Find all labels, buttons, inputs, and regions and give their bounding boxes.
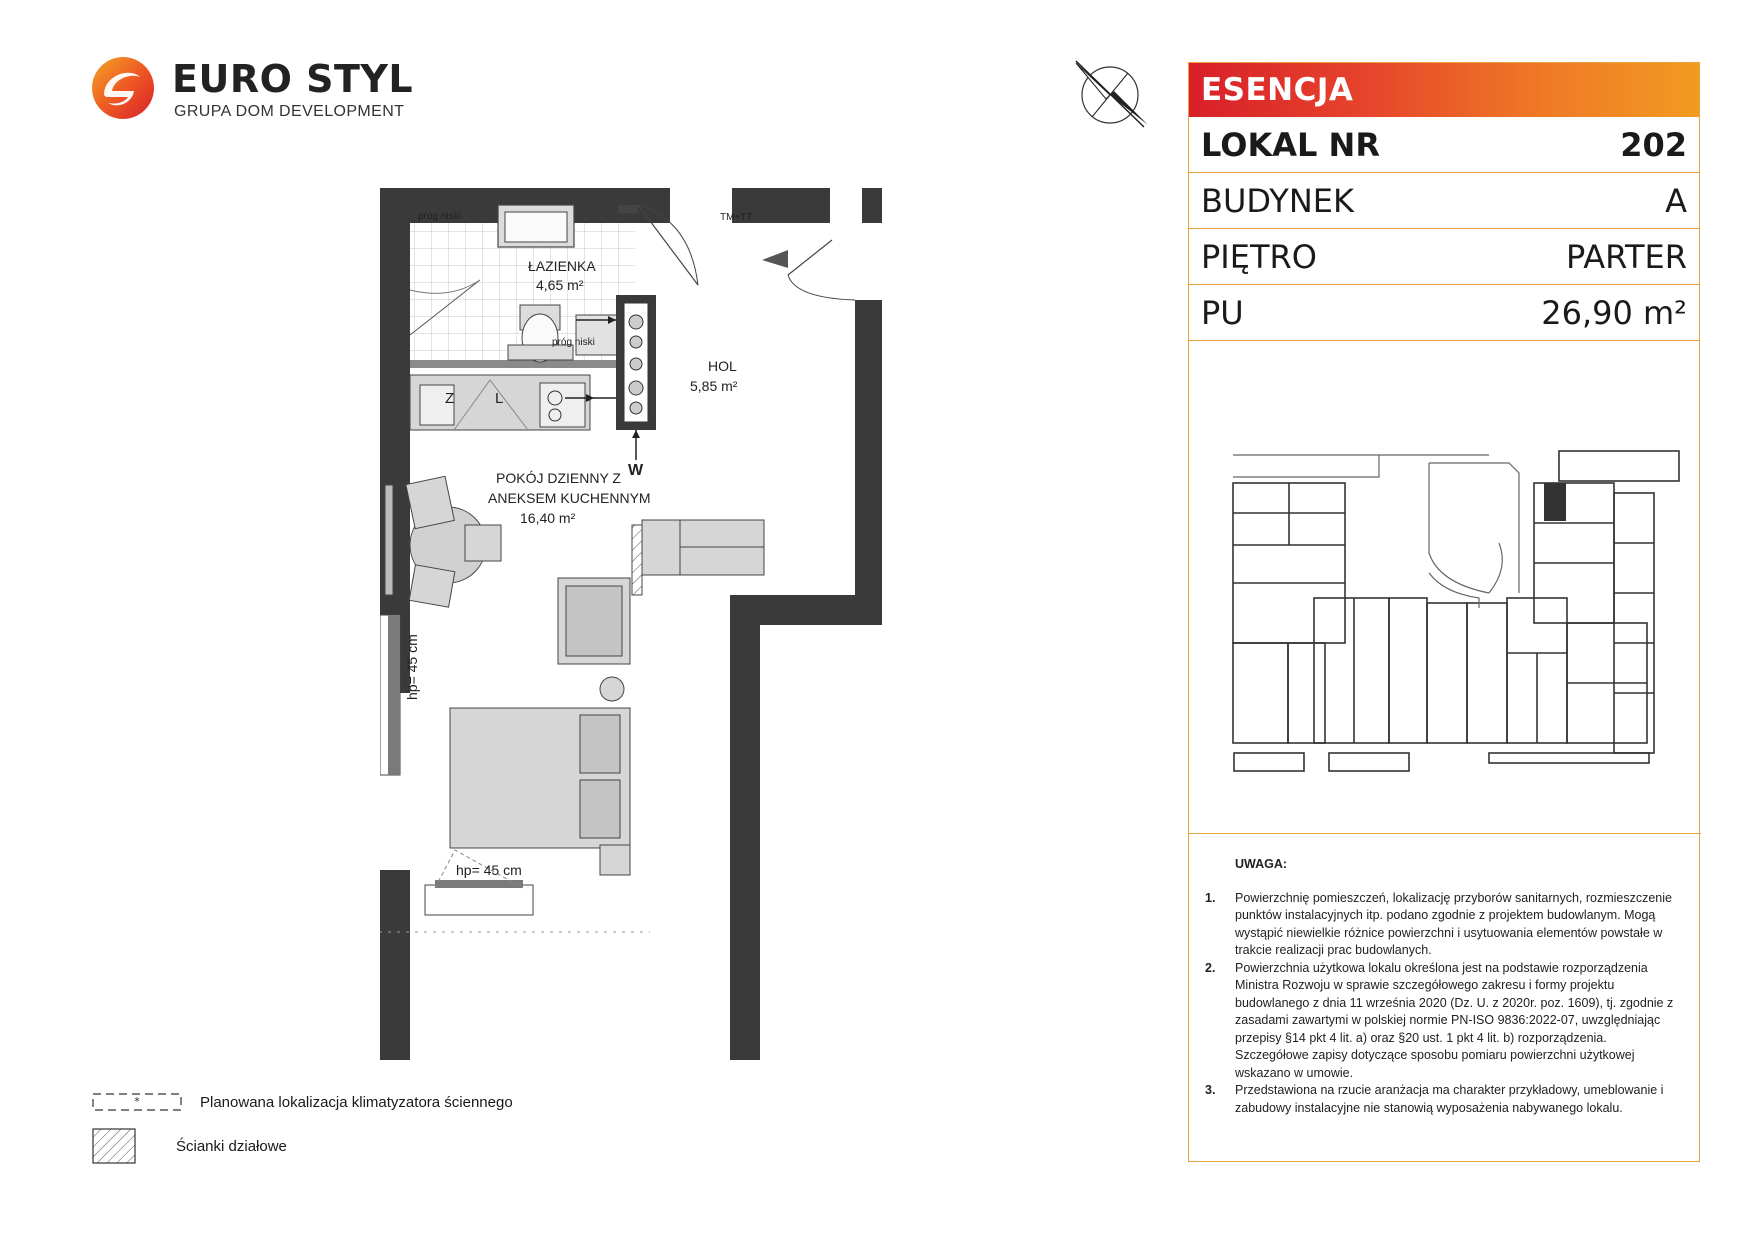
floor-plan-drawing — [380, 180, 900, 1060]
eurostyl-logo-icon — [90, 55, 156, 121]
brand-name: EURO STYL — [172, 57, 414, 101]
note-item — [1205, 960, 1683, 1083]
info-label-floor: PIĘTRO — [1201, 237, 1317, 276]
info-label-unit: LOKAL NR — [1201, 125, 1380, 164]
notes-title: UWAGA: — [1235, 857, 1288, 871]
water-label: W — [628, 462, 644, 479]
sill-height-side: hp= 45 cm — [404, 634, 420, 700]
info-row-unit — [1189, 117, 1699, 173]
note-item — [1205, 1082, 1683, 1117]
legend-ac — [92, 1091, 513, 1113]
info-value-floor: PARTER — [1565, 237, 1687, 276]
notes-section — [1189, 833, 1701, 1117]
note-number: 3. — [1205, 1083, 1216, 1097]
living-name-line1: POKÓJ DZIENNY Z — [496, 470, 621, 486]
bathroom-name: ŁAZIENKA — [528, 258, 596, 274]
info-value-unit: 202 — [1620, 125, 1687, 164]
hatched-wall-icon — [92, 1128, 136, 1164]
living-area: 16,40 m² — [520, 510, 576, 526]
note-number: 2. — [1205, 960, 1216, 975]
hall-area: 5,85 m² — [690, 378, 738, 394]
kitchen-l-label: L — [495, 390, 504, 407]
note-text: Powierzchnia użytkowa lokalu określona jest na podstawie rozporządzenia Ministra Rozwoju w sprawie szczegółowego zakresu i formy projektu budowlanego z dnia 11 września 2020 (Dz. U. z 2020r. poz. 1609), tj. zgodnie z zasadami zawartymi w polskiej normie PN-ISO 9836:2022-07, uwzględniając przepisy §14 pkt 4 lit. a) oraz §20 ust. 1 pkt 4 lit. b) rozporządzenia. Szczegółowe zapisy dotyczące sposobu pomiaru powierzchni użytkowej wskazano w umowie. — [1235, 960, 1674, 1080]
north-arrow-icon — [1070, 55, 1150, 135]
info-value-building: A — [1665, 181, 1687, 220]
info-row-building — [1189, 173, 1699, 229]
project-name: ESENCJA — [1189, 63, 1699, 117]
bathroom-area: 4,65 m² — [536, 277, 584, 293]
ac-marker: * — [134, 1095, 140, 1108]
info-label-area: PU — [1201, 293, 1244, 332]
brand-logo — [90, 55, 414, 125]
info-row-area — [1189, 285, 1699, 341]
legend-partition — [92, 1128, 287, 1164]
info-label-building: BUDYNEK — [1201, 181, 1354, 220]
hall-name: HOL — [708, 358, 737, 374]
kitchen-z-label: Z — [445, 390, 455, 407]
legend-partition-label: Ścianki działowe — [176, 1137, 287, 1155]
threshold-label-bathroom: próg niski — [418, 211, 461, 222]
ac-unit-dashed-icon — [92, 1091, 182, 1113]
living-name-line2: ANEKSEM KUCHENNYM — [488, 490, 651, 506]
info-value-area: 26,90 m² — [1541, 293, 1687, 332]
note-text: Przedstawiona na rzucie aranżacja ma charakter przykładowy, umeblowanie i zabudowy instalacyjne nie stanowią wyposażenia nabywanego lokalu. — [1235, 1083, 1664, 1115]
note-number: 1. — [1205, 890, 1216, 905]
brand-subtitle: GRUPA DOM DEVELOPMENT — [174, 103, 405, 120]
building-site-plan — [1189, 393, 1699, 823]
threshold-label-hall: próg niski — [552, 337, 595, 348]
legend-ac-label: Planowana lokalizacja klimatyzatora ściennego — [200, 1093, 513, 1111]
sill-height-bottom: hp= 45 cm — [456, 862, 522, 878]
note-item — [1205, 890, 1683, 960]
info-row-floor — [1189, 229, 1699, 285]
floor-plan — [380, 180, 900, 1060]
meter-label: TM+TT — [720, 212, 753, 223]
apartment-info-panel — [1188, 62, 1700, 1162]
note-text: Powierzchnię pomieszczeń, lokalizację przyborów sanitarnych, rozmieszczenie punktów instalacyjnych itp. podano zgodnie z projektem budowlanym. Mogą wystąpić niewielkie różnice powierzchni i usytuowania elementów powstałe w trakcie realizacji prac budowlanych. — [1235, 890, 1672, 957]
